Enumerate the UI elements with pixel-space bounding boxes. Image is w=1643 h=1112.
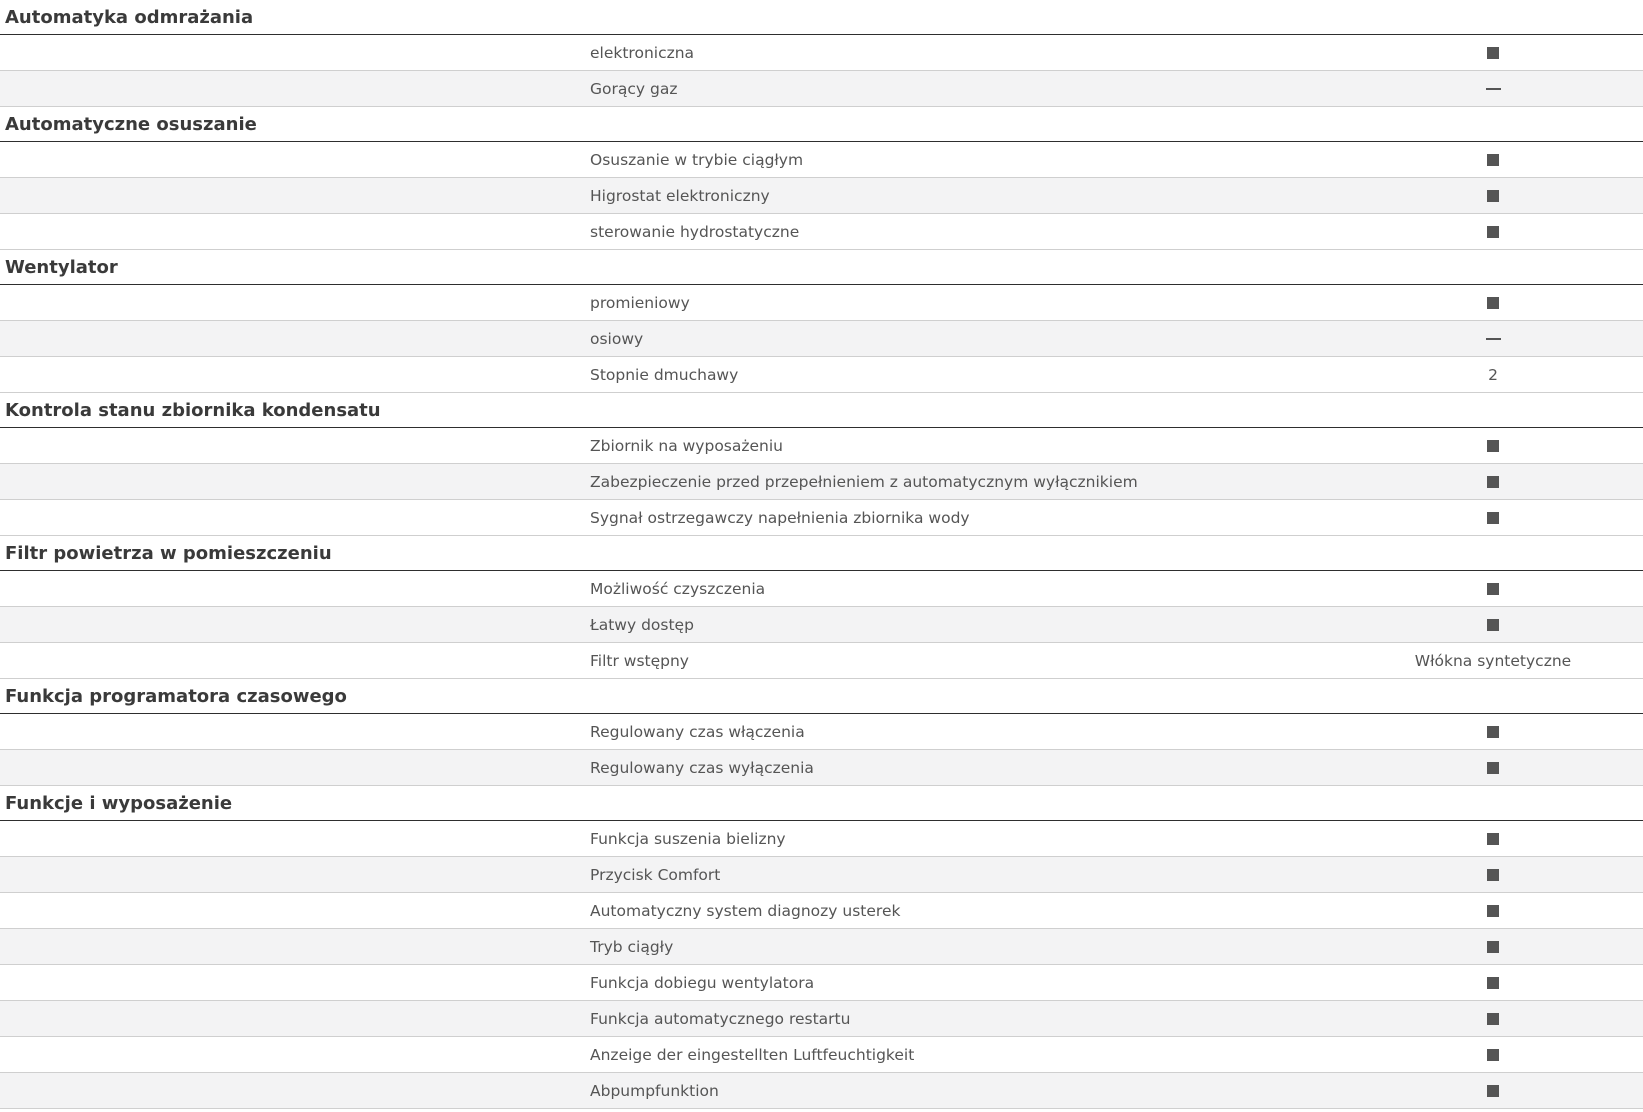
square-icon [1487,154,1499,166]
spec-row [0,500,1643,536]
spec-label: Zbiornik na wyposażeniu [590,436,784,455]
spec-row [0,965,1643,1001]
square-icon [1487,440,1499,452]
spec-row [0,214,1643,250]
square-icon [1487,512,1499,524]
square-icon [1487,47,1499,59]
spec-value [1343,1085,1643,1097]
spec-value [1343,869,1643,881]
spec-row [0,821,1643,857]
spec-value [1343,440,1643,452]
spec-row [0,1037,1643,1073]
square-icon [1487,905,1499,917]
spec-row [0,571,1643,607]
spec-value [1343,338,1643,340]
spec-row [0,71,1643,107]
spec-row [0,357,1643,393]
spec-label: Tryb ciągły [590,937,674,956]
square-icon [1487,869,1499,881]
spec-label: elektroniczna [590,43,695,62]
square-icon [1487,226,1499,238]
spec-row [0,857,1643,893]
square-icon [1487,190,1499,202]
spec-value [1343,154,1643,166]
spec-row [0,1073,1643,1109]
spec-label: osiowy [590,329,644,348]
spec-label: Regulowany czas wyłączenia [590,758,814,777]
spec-label: Filtr wstępny [590,651,689,670]
square-icon [1487,1049,1499,1061]
square-icon [1487,726,1499,738]
square-icon [1487,583,1499,595]
spec-label: Przycisk Comfort [590,865,721,884]
section-header: Funkcje i wyposażenie [0,786,1643,821]
spec-value [1343,226,1643,238]
spec-label: promieniowy [590,293,690,312]
dash-icon [1486,338,1501,340]
spec-value [1343,652,1643,670]
section-header: Filtr powietrza w pomieszczeniu [0,536,1643,571]
square-icon [1487,833,1499,845]
spec-row [0,714,1643,750]
section-header: Automatyka odmrażania [0,0,1643,35]
spec-row [0,464,1643,500]
spec-row [0,285,1643,321]
spec-label: Funkcja suszenia bielizny [590,829,786,848]
spec-value [1343,88,1643,90]
spec-value [1343,190,1643,202]
spec-value-text: Włókna syntetyczne [1414,651,1572,670]
spec-value [1343,941,1643,953]
spec-row [0,35,1643,71]
spec-row [0,321,1643,357]
spec-row [0,178,1643,214]
square-icon [1487,941,1499,953]
spec-value [1343,977,1643,989]
square-icon [1487,1013,1499,1025]
spec-row [0,893,1643,929]
square-icon [1487,762,1499,774]
spec-row [0,750,1643,786]
square-icon [1487,977,1499,989]
spec-value [1343,726,1643,738]
spec-value [1343,619,1643,631]
spec-label: Stopnie dmuchawy [590,365,739,384]
spec-value [1343,905,1643,917]
spec-label: Osuszanie w trybie ciągłym [590,150,804,169]
spec-label: sterowanie hydrostatyczne [590,222,800,241]
section-header: Funkcja programatora czasowego [0,679,1643,714]
spec-label: Anzeige der eingestellten Luftfeuchtigkeit [590,1045,915,1064]
spec-value [1343,47,1643,59]
spec-value [1343,512,1643,524]
spec-label: Funkcja dobiegu wentylatora [590,973,815,992]
section-header: Kontrola stanu zbiornika kondensatu [0,393,1643,428]
spec-value [1343,833,1643,845]
spec-value [1343,476,1643,488]
spec-label: Funkcja automatycznego restartu [590,1009,851,1028]
spec-label: Abpumpfunktion [590,1081,719,1100]
square-icon [1487,476,1499,488]
spec-value [1343,297,1643,309]
spec-row [0,643,1643,679]
spec-row [0,607,1643,643]
square-icon [1487,297,1499,309]
spec-label: Regulowany czas włączenia [590,722,805,741]
spec-row [0,142,1643,178]
spec-label: Zabezpieczenie przed przepełnieniem z automatycznym wyłącznikiem [590,472,1138,491]
spec-value [1343,1049,1643,1061]
spec-value [1343,366,1643,384]
section-header: Automatyczne osuszanie [0,107,1643,142]
spec-row [0,929,1643,965]
spec-value [1343,1013,1643,1025]
spec-value [1343,583,1643,595]
dash-icon [1486,88,1501,90]
square-icon [1487,1085,1499,1097]
spec-label: Higrostat elektroniczny [590,186,770,205]
square-icon [1487,619,1499,631]
spec-row [0,428,1643,464]
spec-label: Sygnał ostrzegawczy napełnienia zbiornika wody [590,508,970,527]
spec-label: Możliwość czyszczenia [590,579,766,598]
spec-label: Automatyczny system diagnozy usterek [590,901,901,920]
spec-label: Łatwy dostęp [590,615,694,634]
spec-value [1343,762,1643,774]
spec-label: Gorący gaz [590,79,678,98]
section-header: Wentylator [0,250,1643,285]
spec-row [0,1001,1643,1037]
spec-value-text: 2 [1488,365,1498,384]
